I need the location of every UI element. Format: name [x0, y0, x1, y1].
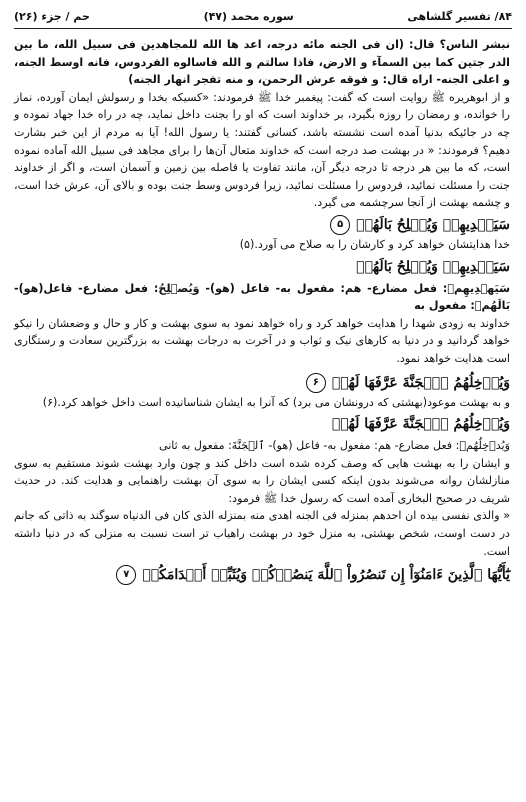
verse-5-repeat-text: سَيَهۡدِيهِمۡ وَيُصۡلِحُ بَالَهُمۡ — [356, 258, 510, 275]
verse-6-text: وَيُدۡخِلُهُمُ ٱلۡجَنَّةَ عَرَّفَهَا لَهُمۡ — [331, 374, 510, 391]
verse-6-repeat — [14, 413, 510, 435]
verse-5-grammar: سَيَهۡدِيهِمۡ: فعل مضارع- هم: مفعول به- فاعل (هو)- وَيُصۡلِحُ: فعل مضارع- فاعل(هو)- بَالَهُمۡ: مفعول به — [14, 281, 510, 313]
verse-number-badge: ۶ — [306, 373, 326, 393]
header-book-title: ۸۴/ تفسیر گلشاهی — [407, 9, 512, 23]
hadith-arabic-paragraph: نبشر الناس؟ قال: (ان فی الجنه مائه درجه، اعد ها الله للمجاهدین فی سبیل الله، ما بین الدر جتین کما بین السمآء و الارض، فاذا سالتم و الله فاسالوه الفردوس، فانه اوسط الجنه، و اعلی الجنه- اراه قال: و فوقه عرش الرحمن، و منه تفجر انهار الجنه) — [14, 38, 510, 87]
commentary-paragraph: و از ابوهریره ﷺ روایت است که گفت: پیغمبر خدا ﷺ فرمودند: «کسیکه بخدا و رسولش ایمان آورده، نماز را خوانده، و رمضان را روزه بگیرد، بر خداوند است که او را بجنت داخل نماید، چه در راه خدا جهاد نموده و چه در جائیکه بدنیا آمده است نشسته باشد، کسانی گفتند: یا رسول الله! آیا به مردم از این خبر بشارت دهیم؟ فرمودند: « در بهشت صد درجه است که خداوند متعال آن‌ها را برای مجاهد فی سبیل الله آماده نموده است، که ما بین هر درجه تا درجه دیگر آن، مانند تفاوت یا فاصله بین زمین و آسمان است، و اگر از خداوند جنت را مسئلت نمائید، فردوس را مسئلت نمائید، زیرا فردوس وسط جنت بوده و بالای آن، عرش خدا است، و چشمه بهشت از آنجا سرچشمه می گیرد. — [14, 90, 510, 210]
verse-6-repeat-text: وَيُدۡخِلُهُمُ ٱلۡجَنَّةَ عَرَّفَهَا لَهُمۡ — [331, 416, 510, 433]
verse-7 — [14, 564, 510, 586]
verse-5-text: سَيَهۡدِيهِمۡ وَيُصۡلِحُ بَالَهُمۡ — [356, 216, 510, 233]
verse-6 — [14, 372, 510, 394]
verse-7-text: يَٰٓأَيُّهَا ٱلَّذِينَ ءَامَنُوٓاْ إِن تَنصُرُواْ ٱللَّهَ يَنصُرۡكُمۡ وَيُثَبِّتۡ أَقۡدَامَكُمۡ — [142, 567, 510, 584]
page-header — [14, 6, 512, 26]
verse-5-explanation: خداوند به زودی شهدا را هدایت خواهد کرد و راه خواهد نمود به سوی بهشت و کار و حال و وضعشان را نیکو خواهد گردانید و در دنیا به کارهای نیک و ثواب و در آخرت به درجات بهشت به بزرگترین سعادت و رستگاری است هدایت خواهد نمود. — [14, 316, 510, 365]
verse-6-grammar: وَيُدۡخِلُهُمۡ: فعل مضارع- هم: مفعول به- فاعل (هو)- ٱلۡجَنَّةَ: مفعول به ثانی — [158, 439, 510, 453]
header-divider — [14, 28, 512, 29]
header-juz: حم / جزء (۲۶) — [14, 9, 90, 23]
verse-6-translation: و به بهشت موعود(بهشتی که درونشان می برد) که آنرا به ایشان شناسانیده است داخل خواهد کرد.(۶) — [42, 395, 510, 409]
header-surah-name: سوره محمد (۴۷) — [203, 9, 294, 23]
page-body — [14, 36, 510, 586]
hadith-quote: « والذی نفسی بیده ان احدهم بمنزله فی الجنه اهدی منه بمنزله الذی کان فی الدنیاه سوگند به ذاتی که جانم در دست اوست، شخص بهشتی، به منزل خود در بهشت راهیاب تر است نسبت به منزلی که در دنیا داشته است. — [14, 509, 510, 558]
verse-6-explanation: و ایشان را به بهشت هایی که وصف کرده شده است داخل کند و چون وارد بهشت شوند مستقیم به سوی منازلشان روانه می‌شوند بدون اینکه کسی ایشان را به سوی آن بهشت راهنمایی و هدایت کند. در حدیث شریف در صحیح البخاری آمده است که رسول خدا ﷺ فرمود: — [14, 456, 510, 505]
verse-number-badge: ۷ — [116, 565, 136, 585]
verse-number-badge: ۵ — [330, 215, 350, 235]
verse-5 — [14, 214, 510, 236]
verse-5-repeat — [14, 256, 510, 278]
verse-5-translation: خدا هدایتشان خواهد کرد و کارشان را به صلاح می آورد.(۵) — [239, 237, 510, 251]
